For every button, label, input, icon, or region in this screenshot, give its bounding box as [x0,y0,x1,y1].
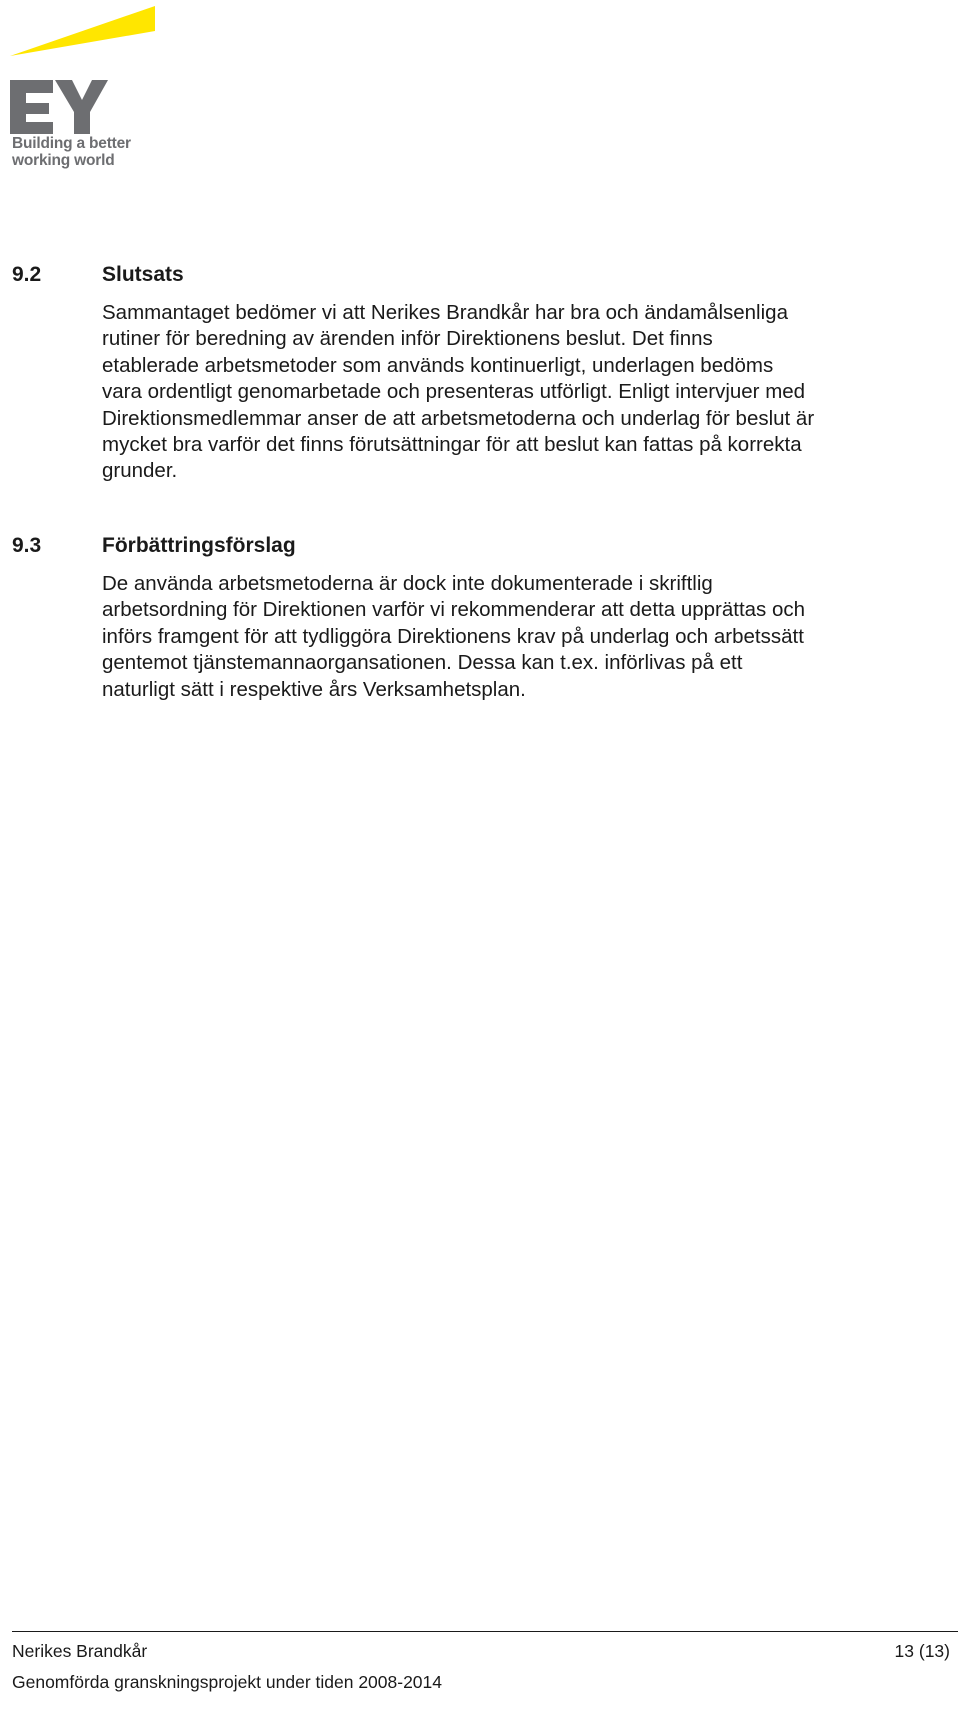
section-body [102,571,922,703]
body-line: Sammantaget bedömer vi att Nerikes Brandkår har bra och ändamålsenliga [102,301,788,324]
body-line: Direktionsmedlemmar anser de att arbetsmetoderna och underlag för beslut är [102,406,815,430]
body-line: grunder. [102,459,178,483]
page-number: 13 (13) [894,1641,950,1661]
ey-logo-tagline-line-1: Building a better [12,135,131,152]
body-line: gentemot tjänstemannaorgansationen. Dessa kan t.ex. införlivas på ett [102,651,743,675]
body-line: rutiner för beredning av ärenden inför Direktionens beslut. Det finns [102,327,713,351]
ey-logo-tagline-line-2: working world [12,152,115,169]
body-line: mycket bra varför det finns förutsättningar för att beslut kan fattas på korrekta [102,433,802,457]
body-line: naturligt sätt i respektive års Verksamhetsplan. [102,677,526,701]
body-line: arbetsordning för Direktionen varför vi rekommenderar att detta upprättas och [102,598,806,622]
footer-organization: Nerikes Brandkår [12,1641,148,1661]
body-line: De använda arbetsmetoderna är dock inte dokumenterade i skriftlig [102,572,713,595]
section-number: 9.2 [12,263,42,286]
body-line: vara ordentligt genomarbetade och presenteras utförligt. Enligt intervjuer med [102,380,806,404]
section-body [102,300,922,485]
footer-divider [12,1631,958,1632]
ey-logo-letter-e [10,80,53,134]
section-title: Slutsats [102,263,184,286]
body-line: etablerade arbetsmetoder som används kontinuerligt, underlagen bedöms [102,353,774,377]
ey-logo-beam [10,6,155,56]
footer-subtitle: Genomförda granskningsprojekt under tiden 2008-2014 [12,1672,443,1692]
ey-logo-mark [10,4,160,134]
section-title: Förbättringsförslag [102,534,296,557]
ey-logo [10,4,160,179]
body-line: införs framgent för att tydliggöra Direktionens krav på underlag och arbetssätt [102,624,804,648]
ey-logo-tagline [12,135,131,169]
ey-logo-letter-y [55,80,108,134]
section-number: 9.3 [12,534,42,557]
